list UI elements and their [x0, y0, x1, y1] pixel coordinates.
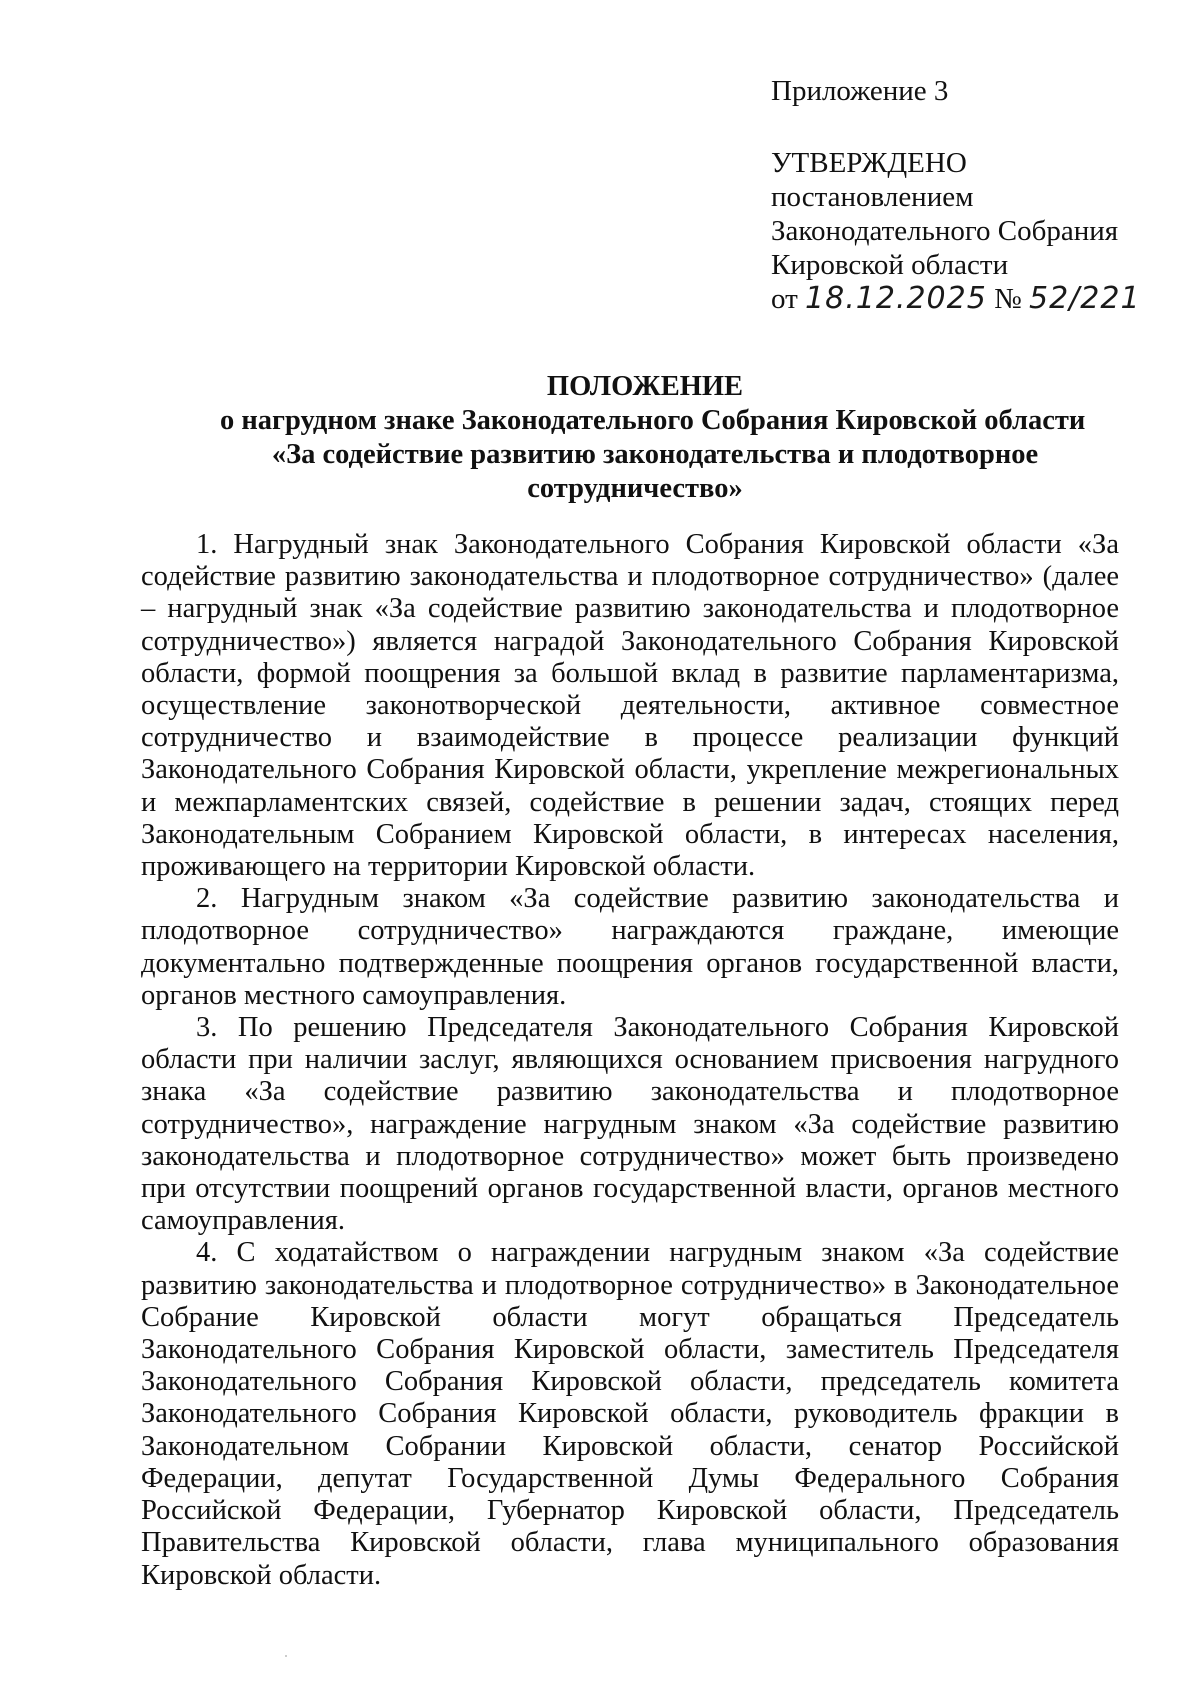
approval-block: [771, 74, 1171, 316]
handwritten-number: 52/221: [1029, 281, 1141, 316]
approval-date-number-line: [771, 282, 1171, 316]
approved-stamp-text: УТВЕРЖДЕНО: [771, 147, 967, 179]
document-body: [141, 529, 1119, 1592]
handwritten-date: 18.12.2025: [805, 281, 987, 316]
paragraph-4: 4. С ходатайством о награждении нагрудным знаком «За содействие развитию законодательства и плодотворное сотрудничество» в Законодательное Собрание Кировской области могут обращаться Председатель Законодательного Собрания Кировской области, заместитель Председателя Законодательного Собрания Кировской области, председатель комитета Законодательного Собрания Кировской области, руководитель фракции в Законодательном Собрании Кировской области, сенатор Российской Федерации, депутат Государственной Думы Федерального Собрания Российской Федерации, Губернатор Кировской области, Председатель Правительства Кировской области, глава муниципального образования Кировской области.: [141, 1237, 1119, 1591]
paragraph-1: 1. Нагрудный знак Законодательного Собрания Кировской области «За содействие развитию законодательства и плодотворное сотрудничество» (далее – нагрудный знак «За содействие развитию законодательства и плодотворное сотрудничество») является наградой Законодательного Собрания Кировской области, формой поощрения за большой вклад в развитие парламентаризма, осуществление законотворческой деятельности, активное совместное сотрудничество и взаимодействие в процессе реализации функций Законодательного Собрания Кировской области, укрепление межрегиональных и межпарламентских связей, содействие в решении задач, стоящих перед Законодательным Собранием Кировской области, в интересах населения, проживающего на территории Кировской области.: [141, 529, 1119, 883]
approved-by-region: Кировской области: [771, 249, 1009, 281]
document-title: [140, 370, 1086, 506]
date-prefix: от: [771, 283, 798, 315]
paragraph-3: 3. По решению Председателя Законодательного Собрания Кировской области при наличии заслуг, являющихся основанием присвоения нагрудного знака «За содействие развитию законодательства и плодотворное сотрудничество», награждение нагрудным знаком «За содействие развитию законодательства и плодотворное сотрудничество» может быть произведено при отсутствии поощрений органов государственной власти, органов местного самоуправления.: [141, 1012, 1119, 1237]
title-line-3: сотрудничество»: [527, 473, 743, 504]
title-heading: ПОЛОЖЕНИЕ: [546, 371, 744, 402]
appendix-label: Приложение 3: [771, 75, 949, 107]
number-prefix: №: [994, 283, 1022, 315]
title-line-2: «За содействие развитию законодательства и плодотворное: [271, 439, 1039, 470]
title-line-1: о нагрудном знаке Законодательного Собрания Кировской области: [220, 405, 1086, 436]
paragraph-2: 2. Нагрудным знаком «За содействие развитию законодательства и плодотворное сотрудничество» награждаются граждане, имеющие документально подтвержденные поощрения органов государственной власти, органов местного самоуправления.: [141, 883, 1119, 1011]
scan-artifact: [285, 1655, 287, 1657]
approved-by-organ: Законодательного Собрания: [771, 215, 1119, 247]
approved-by-line: постановлением: [771, 181, 974, 213]
spacer: [771, 108, 1171, 146]
